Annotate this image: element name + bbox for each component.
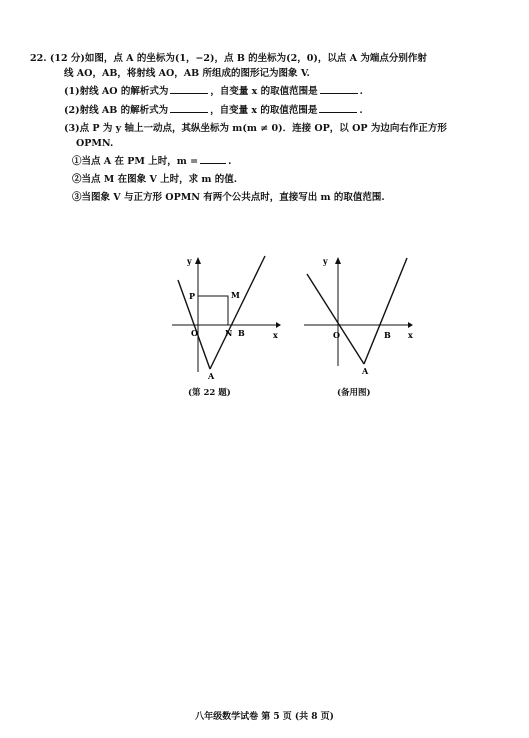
label-o: O (191, 328, 198, 338)
answer-blank[interactable] (200, 154, 226, 164)
label-b: B (384, 330, 391, 340)
square-opmn (198, 296, 228, 325)
label-y: y (323, 256, 328, 266)
label-a: A (208, 371, 215, 381)
figure-main-caption: (第 22 题) (188, 388, 231, 398)
x-axis-arrow-icon (408, 322, 413, 328)
part-2-end: . (359, 105, 363, 117)
part-2-text-a: (2)射线 AB 的解析式为 (64, 105, 169, 117)
part-1-text-b: ，自变量 x 的取值范围是 (210, 86, 318, 98)
part-1 (30, 84, 500, 100)
part-1-text-a: (1)射线 AO 的解析式为 (64, 86, 169, 98)
figure-main (172, 254, 282, 381)
ray-ao (307, 274, 364, 364)
answer-blank[interactable] (320, 84, 358, 94)
stem-line-2: 线 AO，AB，将射线 AO，AB 所组成的图形记为图象 V. (64, 67, 310, 79)
answer-blank[interactable] (319, 103, 357, 113)
item-1-text: ①当点 A 在 PM 上时，m = (72, 156, 199, 168)
ray-ab (364, 258, 407, 364)
answer-blank[interactable] (170, 103, 208, 113)
page-footer: 八年级数学试卷 第 5 页 (共 8 页) (195, 712, 334, 722)
question-number: 22. (12 分) (30, 53, 85, 64)
part-2 (30, 103, 500, 119)
part-3-line-2: OPMN. (76, 137, 114, 149)
item-2: ②当点 M 在图象 V 上时，求 m 的值. (72, 174, 238, 186)
label-n: N (225, 328, 233, 338)
y-axis-arrow-icon (335, 257, 341, 264)
label-x: x (273, 330, 278, 340)
label-y: y (187, 256, 192, 266)
question-stem-1: 如图，点 A 的坐标为(1，−2)，点 B 的坐标为(2，0)，以点 A 为端点分别作射 (84, 53, 427, 64)
item-1 (30, 154, 500, 170)
y-axis-arrow-icon (195, 257, 201, 264)
label-o: O (333, 330, 340, 340)
figure-backup-svg (304, 254, 416, 374)
stem-line-1 (30, 52, 500, 67)
part-3-line-1: (3)点 P 为 y 轴上一动点，其纵坐标为 m(m ≠ 0)．连接 OP，以 OP 为边向右作正方形 (64, 122, 447, 134)
figure-backup (304, 254, 416, 374)
item-3: ③当图象 V 与正方形 OPMN 有两个公共点时，直接写出 m 的取值范围. (72, 191, 385, 203)
x-axis-arrow-icon (276, 322, 281, 328)
figure-backup-caption: (备用图) (337, 388, 371, 398)
label-x: x (408, 330, 413, 340)
question-22 (30, 52, 500, 205)
answer-blank[interactable] (170, 84, 208, 94)
label-p: P (189, 291, 196, 301)
label-b: B (238, 328, 245, 338)
ray-ab (210, 256, 265, 369)
figure-main-svg (172, 254, 282, 381)
label-a: A (362, 366, 369, 376)
part-2-text-b: ，自变量 x 的取值范围是 (210, 105, 318, 117)
label-m: M (231, 290, 240, 300)
part-1-end: . (359, 86, 363, 98)
item-1-end: . (228, 156, 232, 168)
